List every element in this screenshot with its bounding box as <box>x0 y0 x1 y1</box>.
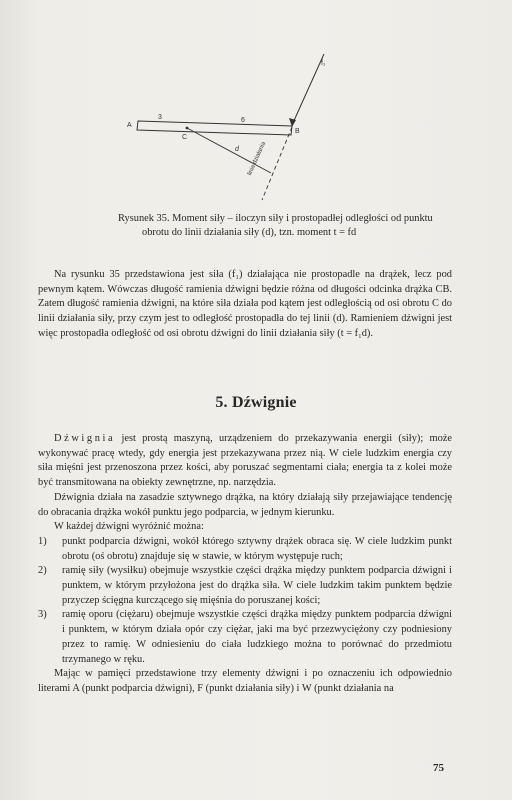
section-body <box>38 432 452 697</box>
paragraph-elements-intro: W każdej dźwigni wyróżnić można: <box>54 521 204 533</box>
label-segment-3: 3 <box>158 114 162 121</box>
force-vector <box>292 54 324 125</box>
label-line-of-action: linia działania <box>247 141 268 177</box>
list-text: ramię siły (wysiłku) obejmuje wszystkie części drążka między punktem podparcia dźwigni i punktem, w którym przyłożona jest do drążka siła. W ciele ludzkim takim punktem będzie przyczep ścięgna kurczącego się mięśnia do poruszanej kości; <box>62 565 452 606</box>
paragraph-summary: Mając w pamięci przedstawione trzy elementy dźwigni i po oznaczeniu ich odpowiednio literami A (punkt podparcia dźwigni), F (punkt działania siły) i W (punkt działania na <box>38 668 452 694</box>
page-number: 75 <box>433 762 444 774</box>
paragraph-moment <box>38 268 452 342</box>
label-f1: f₁ <box>321 60 326 67</box>
lever-bar <box>137 121 292 135</box>
section-heading: 5. Dźwignie <box>215 394 297 411</box>
pivot-point <box>186 127 189 130</box>
label-a: A <box>127 122 132 129</box>
list-number: 2) <box>38 565 47 577</box>
paragraph-text: Na rysunku 35 przedstawiona jest siła (f₁) działająca nie prostopadle na drążek, lecz pod pewnym kątem. Wówczas długość ramienia dźwigni będzie różna od długości odcinka drążka CB. Zatem długość ramienia dźwigni, na które siła działa pod kątem jest odległością od osi obrotu C do linii działania siły, przy czym jest to odległość prostopadła do tej linii (d). Ramieniem dźwigni jest więc prostopadła odległość od osi obrotu dźwigni do linii działania siły (t = f₁d). <box>38 269 452 339</box>
paragraph-dzwignia <box>38 432 452 491</box>
term-dzwignia: Dźwignia <box>54 433 116 444</box>
list-number: 1) <box>38 535 47 547</box>
dzwignia-definition: jest prostą maszyną, urządzeniem do przekazywania energii (siły); może wykonywać pracę wtedy, gdy energia jest przekazywana przez nią. W ciele ludzkim energia czy siła mięśni jest przenoszona przez kości, aby poruszać segmentami ciała; energia ta z kolei może być transmitowana na obiekty zewnętrzne, np. narzędzia. <box>38 433 452 489</box>
figure-35 <box>0 0 512 210</box>
list-text: ramię oporu (ciężaru) obejmuje wszystkie części drążka między punktem podparcia dźwigni i punktem, w którym działa opór czy ciężar, jaki ma być przezwyciężony czy podniesiony przez to ramię. W odniesieniu do ciała ludzkiego można to porównać do przedmiotu trzymanego w ręku. <box>62 609 452 665</box>
caption-line-1: Rysunek 35. Moment siły – iloczyn siły i prostopadłej odległości od punktu <box>118 213 433 224</box>
list-number: 3) <box>38 609 47 621</box>
list-item <box>38 608 452 667</box>
figure-caption <box>118 212 448 240</box>
label-d: d <box>235 146 239 153</box>
caption-line-2: obrotu do linii działania siły (d), tzn. moment t = fd <box>142 227 357 238</box>
lever-diagram <box>0 0 512 210</box>
line-of-action <box>262 127 292 200</box>
list-item <box>38 535 452 564</box>
label-segment-6: 6 <box>241 117 245 124</box>
paragraph-principle: Dźwignia działa na zasadzie sztywnego drążka, na który działają siły przejawiające tendencję do obracania drążka wokół punktu jego podparcia, w jednym kierunku. <box>38 491 452 518</box>
list-text: punkt podparcia dźwigni, wokół którego sztywny drążek obraca się. W ciele ludzkim punkt obrotu (oś obrotu) znajduje się w stawie, w którym występuje ruch; <box>62 535 452 562</box>
label-c: C <box>182 134 188 141</box>
label-b: B <box>295 128 300 135</box>
list-item <box>38 564 452 608</box>
